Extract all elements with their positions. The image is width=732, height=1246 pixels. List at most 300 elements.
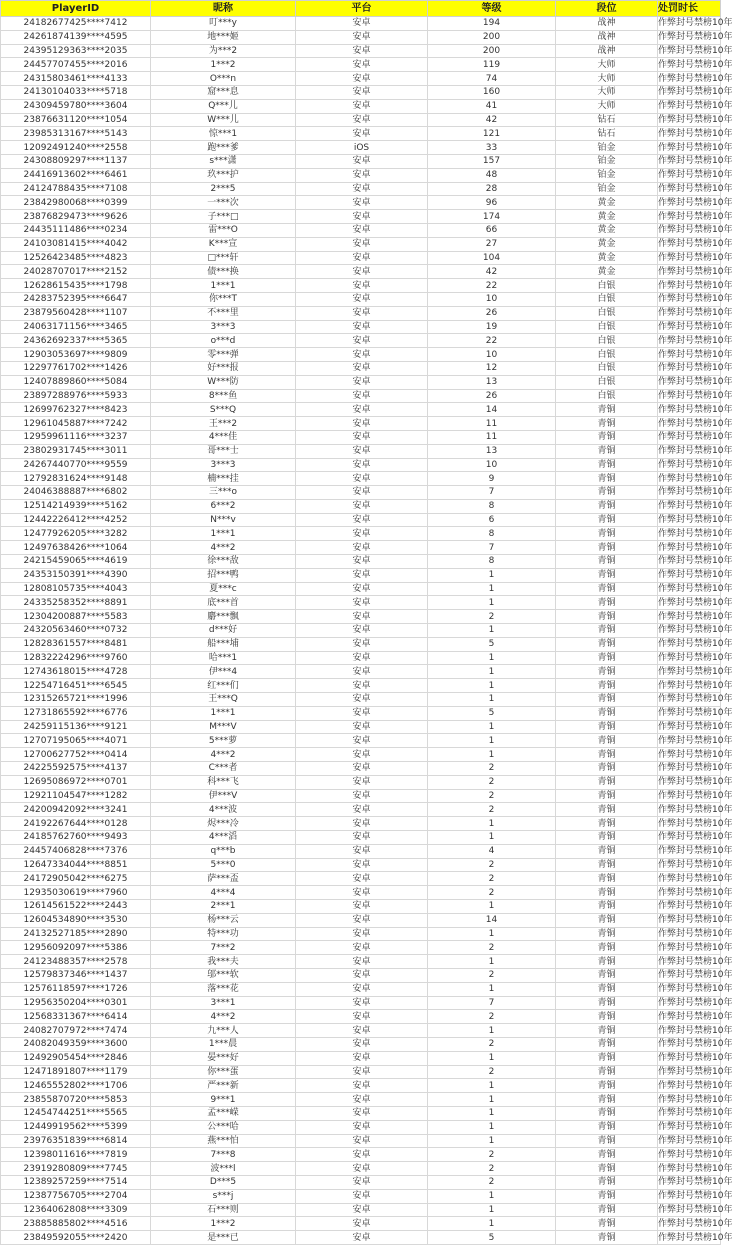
- nickname-cell: 我***夫: [151, 955, 296, 969]
- penalty-cell: 作弊封号禁榜10年: [658, 694, 732, 705]
- level-cell: 2: [428, 1010, 556, 1024]
- penalty-cell: 作弊封号禁榜10年: [658, 942, 732, 953]
- table-row: [1, 1175, 721, 1189]
- rank-cell: 青铜: [556, 1051, 658, 1065]
- penalty-cell: 作弊封号禁榜10年: [658, 570, 732, 581]
- level-cell: 9: [428, 472, 556, 486]
- level-cell: 2: [428, 1065, 556, 1079]
- rank-cell: 青铜: [556, 679, 658, 693]
- platform-cell: 安卓: [296, 306, 428, 320]
- penalty-cell: 作弊封号禁榜10年: [658, 294, 732, 305]
- table-row: [1, 265, 721, 279]
- level-cell: 119: [428, 58, 556, 72]
- player-id-cell: 12497638426****1064: [1, 541, 151, 555]
- player-id-cell: 23985313167****5143: [1, 127, 151, 141]
- level-cell: 1: [428, 651, 556, 665]
- level-cell: 1: [428, 927, 556, 941]
- rank-cell: 青铜: [556, 789, 658, 803]
- penalty-cell: 作弊封号禁榜10年: [658, 114, 732, 125]
- table-row: [1, 941, 721, 955]
- level-cell: 10: [428, 292, 556, 306]
- platform-cell: 安卓: [296, 665, 428, 679]
- penalty-cell: 作弊封号禁榜10年: [658, 101, 732, 112]
- header-row: [1, 1, 721, 17]
- table-row: [1, 1162, 721, 1176]
- rank-cell: 青铜: [556, 555, 658, 569]
- rank-cell: 青铜: [556, 1217, 658, 1231]
- table-row: [1, 17, 721, 31]
- nickname-cell: 是***已: [151, 1231, 296, 1245]
- platform-cell: 安卓: [296, 127, 428, 141]
- platform-cell: 安卓: [296, 568, 428, 582]
- rank-cell: 青铜: [556, 472, 658, 486]
- level-cell: 8: [428, 499, 556, 513]
- platform-cell: 安卓: [296, 637, 428, 651]
- player-id-cell: 24320563460****0732: [1, 624, 151, 638]
- nickname-cell: 1***1: [151, 527, 296, 541]
- rank-cell: 青铜: [556, 1065, 658, 1079]
- nickname-cell: 你***T: [151, 292, 296, 306]
- level-cell: 2: [428, 1148, 556, 1162]
- level-cell: 2: [428, 1037, 556, 1051]
- table-row: [1, 334, 721, 348]
- table-row: [1, 403, 721, 417]
- level-cell: 1: [428, 693, 556, 707]
- penalty-cell: 作弊封号禁榜10年: [658, 887, 732, 898]
- player-id-cell: 24283752395****6647: [1, 292, 151, 306]
- header-platform: 平台: [296, 1, 428, 17]
- table-row: [1, 348, 721, 362]
- table-row: [1, 982, 721, 996]
- platform-cell: 安卓: [296, 403, 428, 417]
- nickname-cell: 王***Q: [151, 693, 296, 707]
- rank-cell: 青铜: [556, 748, 658, 762]
- platform-cell: 安卓: [296, 361, 428, 375]
- player-id-cell: 12959961116****3237: [1, 430, 151, 444]
- penalty-cell: 作弊封号禁榜10年: [658, 928, 732, 939]
- penalty-cell: 作弊封号禁榜10年: [658, 1122, 732, 1133]
- table-row: [1, 582, 721, 596]
- nickname-cell: d***好: [151, 624, 296, 638]
- rank-cell: 青铜: [556, 513, 658, 527]
- penalty-cell: 作弊封号禁榜10年: [658, 1039, 732, 1050]
- rank-cell: 铂金: [556, 182, 658, 196]
- table-row: [1, 1065, 721, 1079]
- platform-cell: 安卓: [296, 375, 428, 389]
- level-cell: 5: [428, 1231, 556, 1245]
- nickname-cell: 3***3: [151, 458, 296, 472]
- player-id-cell: 24123488357****2578: [1, 955, 151, 969]
- table-row: [1, 610, 721, 624]
- level-cell: 1: [428, 720, 556, 734]
- level-cell: 74: [428, 72, 556, 86]
- platform-cell: 安卓: [296, 348, 428, 362]
- player-id-cell: 12707195065****4071: [1, 734, 151, 748]
- rank-cell: 青铜: [556, 637, 658, 651]
- nickname-cell: 夏***c: [151, 582, 296, 596]
- player-id-cell: 12808105735****4043: [1, 582, 151, 596]
- rank-cell: 黄金: [556, 265, 658, 279]
- rank-cell: 青铜: [556, 665, 658, 679]
- nickname-cell: 4***滔: [151, 831, 296, 845]
- player-id-cell: 12514214939****5162: [1, 499, 151, 513]
- rank-cell: 青铜: [556, 1010, 658, 1024]
- nickname-cell: 好***报: [151, 361, 296, 375]
- rank-cell: 青铜: [556, 762, 658, 776]
- rank-cell: 青铜: [556, 927, 658, 941]
- penalty-cell: 作弊封号禁榜10年: [658, 873, 732, 884]
- rank-cell: 白银: [556, 292, 658, 306]
- platform-cell: 安卓: [296, 1010, 428, 1024]
- level-cell: 11: [428, 417, 556, 431]
- penalty-cell: 作弊封号禁榜10年: [658, 87, 732, 98]
- platform-cell: 安卓: [296, 430, 428, 444]
- rank-cell: 白银: [556, 279, 658, 293]
- rank-cell: 白银: [556, 361, 658, 375]
- rank-cell: 青铜: [556, 1162, 658, 1176]
- platform-cell: 安卓: [296, 541, 428, 555]
- player-id-cell: 24132527185****2890: [1, 927, 151, 941]
- platform-cell: 安卓: [296, 113, 428, 127]
- platform-cell: 安卓: [296, 334, 428, 348]
- penalty-cell: 作弊封号禁榜10年: [658, 597, 732, 608]
- nickname-cell: 零***弹: [151, 348, 296, 362]
- platform-cell: 安卓: [296, 775, 428, 789]
- player-id-cell: 12304200887****5583: [1, 610, 151, 624]
- rank-cell: 青铜: [556, 1037, 658, 1051]
- nickname-cell: M***V: [151, 720, 296, 734]
- platform-cell: 安卓: [296, 1106, 428, 1120]
- rank-cell: 大师: [556, 99, 658, 113]
- level-cell: 8: [428, 555, 556, 569]
- rank-cell: 青铜: [556, 831, 658, 845]
- table-row: [1, 665, 721, 679]
- nickname-cell: 1***晨: [151, 1037, 296, 1051]
- penalty-cell: 作弊封号禁榜10年: [658, 528, 732, 539]
- level-cell: 8: [428, 527, 556, 541]
- penalty-cell: 作弊封号禁榜10年: [658, 308, 732, 319]
- table-row: [1, 196, 721, 210]
- table-row: [1, 1120, 721, 1134]
- table-row: [1, 1148, 721, 1162]
- level-cell: 2: [428, 762, 556, 776]
- penalty-cell: 作弊封号禁榜10年: [658, 252, 732, 263]
- rank-cell: 青铜: [556, 1203, 658, 1217]
- level-cell: 42: [428, 265, 556, 279]
- level-cell: 1: [428, 955, 556, 969]
- table-row: [1, 734, 721, 748]
- rank-cell: 青铜: [556, 1093, 658, 1107]
- table-row: [1, 306, 721, 320]
- player-id-cell: 23802931745****3011: [1, 444, 151, 458]
- rank-cell: 青铜: [556, 1106, 658, 1120]
- player-id-cell: 12297761702****1426: [1, 361, 151, 375]
- penalty-cell: 作弊封号禁榜10年: [658, 1204, 732, 1215]
- platform-cell: 安卓: [296, 900, 428, 914]
- platform-cell: 安卓: [296, 251, 428, 265]
- platform-cell: 安卓: [296, 734, 428, 748]
- table-row: [1, 886, 721, 900]
- nickname-cell: 伊***V: [151, 789, 296, 803]
- player-id-cell: 24309459780****3604: [1, 99, 151, 113]
- nickname-cell: 地***姬: [151, 30, 296, 44]
- penalty-cell: 作弊封号禁榜10年: [658, 225, 732, 236]
- level-cell: 2: [428, 803, 556, 817]
- player-id-cell: 24261874139****4595: [1, 30, 151, 44]
- penalty-cell: 作弊封号禁榜10年: [658, 1080, 732, 1091]
- player-id-cell: 12364062808****3309: [1, 1203, 151, 1217]
- level-cell: 96: [428, 196, 556, 210]
- level-cell: 121: [428, 127, 556, 141]
- player-id-cell: 12398011616****7819: [1, 1148, 151, 1162]
- penalty-cell: 作弊封号禁榜10年: [658, 1066, 732, 1077]
- level-cell: 26: [428, 389, 556, 403]
- level-cell: 66: [428, 223, 556, 237]
- player-id-cell: 24335258352****8891: [1, 596, 151, 610]
- penalty-cell: 作弊封号禁榜10年: [658, 459, 732, 470]
- nickname-cell: 8***鱼: [151, 389, 296, 403]
- nickname-cell: 三***o: [151, 486, 296, 500]
- level-cell: 1: [428, 734, 556, 748]
- table-row: [1, 141, 721, 155]
- platform-cell: 安卓: [296, 85, 428, 99]
- player-id-cell: 24267440770****9559: [1, 458, 151, 472]
- platform-cell: 安卓: [296, 927, 428, 941]
- platform-cell: 安卓: [296, 748, 428, 762]
- rank-cell: 青铜: [556, 596, 658, 610]
- platform-cell: 安卓: [296, 913, 428, 927]
- platform-cell: 安卓: [296, 720, 428, 734]
- penalty-cell: 作弊封号禁榜10年: [658, 1135, 732, 1146]
- penalty-cell: 作弊封号禁榜10年: [658, 542, 732, 553]
- platform-cell: 安卓: [296, 610, 428, 624]
- table-row: [1, 113, 721, 127]
- penalty-cell: 作弊封号禁榜10年: [658, 1011, 732, 1022]
- table-row: [1, 320, 721, 334]
- nickname-cell: 石***则: [151, 1203, 296, 1217]
- table-row: [1, 292, 721, 306]
- platform-cell: 安卓: [296, 1079, 428, 1093]
- level-cell: 22: [428, 334, 556, 348]
- rank-cell: 青铜: [556, 968, 658, 982]
- level-cell: 1: [428, 817, 556, 831]
- nickname-cell: 3***3: [151, 320, 296, 334]
- level-cell: 104: [428, 251, 556, 265]
- level-cell: 10: [428, 348, 556, 362]
- rank-cell: 青铜: [556, 582, 658, 596]
- penalty-cell: 作弊封号禁榜10年: [658, 1149, 732, 1160]
- player-id-cell: 23885885802****4516: [1, 1217, 151, 1231]
- penalty-cell: 作弊封号禁榜10年: [658, 418, 732, 429]
- platform-cell: 安卓: [296, 844, 428, 858]
- table-row: [1, 803, 721, 817]
- rank-cell: 青铜: [556, 1079, 658, 1093]
- rank-cell: 青铜: [556, 693, 658, 707]
- penalty-cell: 作弊封号禁榜10年: [658, 1163, 732, 1174]
- nickname-cell: 为***2: [151, 44, 296, 58]
- nickname-cell: 燕***怕: [151, 1134, 296, 1148]
- platform-cell: 安卓: [296, 1231, 428, 1245]
- player-id-cell: 12628615435****1798: [1, 279, 151, 293]
- player-id-cell: 24124788435****7108: [1, 182, 151, 196]
- rank-cell: 大师: [556, 58, 658, 72]
- level-cell: 174: [428, 210, 556, 224]
- platform-cell: 安卓: [296, 168, 428, 182]
- level-cell: 5: [428, 637, 556, 651]
- penalty-cell: 作弊封号禁榜10年: [658, 1218, 732, 1229]
- penalty-cell: 作弊封号禁榜10年: [658, 1025, 732, 1036]
- rank-cell: 青铜: [556, 955, 658, 969]
- penalty-cell: 作弊封号禁榜10年: [658, 846, 732, 857]
- table-row: [1, 568, 721, 582]
- rank-cell: 大师: [556, 85, 658, 99]
- nickname-cell: 楠***挂: [151, 472, 296, 486]
- level-cell: 1: [428, 665, 556, 679]
- player-id-cell: 24185762760****9493: [1, 831, 151, 845]
- platform-cell: 安卓: [296, 72, 428, 86]
- rank-cell: 青铜: [556, 568, 658, 582]
- level-cell: 1: [428, 596, 556, 610]
- table-row: [1, 527, 721, 541]
- table-row: [1, 458, 721, 472]
- rank-cell: 青铜: [556, 1175, 658, 1189]
- player-id-cell: 12092491240****2558: [1, 141, 151, 155]
- player-id-cell: 12903053697****9809: [1, 348, 151, 362]
- level-cell: 1: [428, 1120, 556, 1134]
- table-row: [1, 72, 721, 86]
- rank-cell: 青铜: [556, 527, 658, 541]
- penalty-cell: 作弊封号禁榜10年: [658, 211, 732, 222]
- penalty-cell: 作弊封号禁榜10年: [658, 59, 732, 70]
- table-row: [1, 927, 721, 941]
- platform-cell: 安卓: [296, 1217, 428, 1231]
- player-id-cell: 12921104547****1282: [1, 789, 151, 803]
- platform-cell: 安卓: [296, 210, 428, 224]
- penalty-cell: 作弊封号禁榜10年: [658, 18, 732, 29]
- nickname-cell: W***防: [151, 375, 296, 389]
- level-cell: 2: [428, 775, 556, 789]
- level-cell: 1: [428, 1134, 556, 1148]
- platform-cell: 安卓: [296, 1093, 428, 1107]
- platform-cell: 安卓: [296, 706, 428, 720]
- platform-cell: 安卓: [296, 44, 428, 58]
- player-id-cell: 12792831624****9148: [1, 472, 151, 486]
- rank-cell: 青铜: [556, 541, 658, 555]
- nickname-cell: 特***功: [151, 927, 296, 941]
- penalty-cell: 作弊封号禁榜10年: [658, 901, 732, 912]
- player-id-cell: 12454744251****5565: [1, 1106, 151, 1120]
- player-id-cell: 12471891807****1179: [1, 1065, 151, 1079]
- rank-cell: 白银: [556, 348, 658, 362]
- nickname-cell: 7***8: [151, 1148, 296, 1162]
- platform-cell: 安卓: [296, 472, 428, 486]
- penalty-cell: 作弊封号禁榜10年: [658, 128, 732, 139]
- rank-cell: 青铜: [556, 1120, 658, 1134]
- platform-cell: 安卓: [296, 458, 428, 472]
- rank-cell: 青铜: [556, 444, 658, 458]
- nickname-cell: 萨***盃: [151, 872, 296, 886]
- rank-cell: 黄金: [556, 210, 658, 224]
- penalty-cell: 作弊封号禁榜10年: [658, 763, 732, 774]
- level-cell: 1: [428, 679, 556, 693]
- player-id-cell: 24103081415****4042: [1, 237, 151, 251]
- rank-cell: 青铜: [556, 1148, 658, 1162]
- nickname-cell: C***者: [151, 762, 296, 776]
- level-cell: 1: [428, 748, 556, 762]
- platform-cell: 安卓: [296, 17, 428, 31]
- player-id-cell: 12695086972****0701: [1, 775, 151, 789]
- player-id-cell: 12254716451****6545: [1, 679, 151, 693]
- rank-cell: 青铜: [556, 706, 658, 720]
- level-cell: 10: [428, 458, 556, 472]
- platform-cell: 安卓: [296, 582, 428, 596]
- table-row: [1, 85, 721, 99]
- rank-cell: 白银: [556, 334, 658, 348]
- rank-cell: 青铜: [556, 720, 658, 734]
- player-id-cell: 23876631120****1054: [1, 113, 151, 127]
- player-id-cell: 12731865592****6776: [1, 706, 151, 720]
- table-row: [1, 968, 721, 982]
- level-cell: 6: [428, 513, 556, 527]
- rank-cell: 青铜: [556, 817, 658, 831]
- table-row: [1, 1134, 721, 1148]
- table-row: [1, 1079, 721, 1093]
- level-cell: 1: [428, 1217, 556, 1231]
- table-row: [1, 486, 721, 500]
- level-cell: 26: [428, 306, 556, 320]
- level-cell: 1: [428, 1106, 556, 1120]
- penalty-cell: 作弊封号禁榜10年: [658, 1177, 732, 1188]
- table-row: [1, 499, 721, 513]
- nickname-cell: K***宣: [151, 237, 296, 251]
- platform-cell: iOS: [296, 141, 428, 155]
- platform-cell: 安卓: [296, 596, 428, 610]
- rank-cell: 青铜: [556, 996, 658, 1010]
- nickname-cell: 雷***O: [151, 223, 296, 237]
- penalty-cell: 作弊封号禁榜10年: [658, 390, 732, 401]
- level-cell: 19: [428, 320, 556, 334]
- player-id-cell: 23849592055****2420: [1, 1231, 151, 1245]
- player-id-cell: 12743618015****4728: [1, 665, 151, 679]
- nickname-cell: D***5: [151, 1175, 296, 1189]
- level-cell: 194: [428, 17, 556, 31]
- nickname-cell: 波***l: [151, 1162, 296, 1176]
- rank-cell: 青铜: [556, 1231, 658, 1245]
- table-row: [1, 637, 721, 651]
- player-id-cell: 12315265721****1996: [1, 693, 151, 707]
- nickname-cell: 烬***冷: [151, 817, 296, 831]
- penalty-cell: 作弊封号禁榜10年: [658, 1108, 732, 1119]
- table-row: [1, 955, 721, 969]
- player-id-cell: 24457707455****2016: [1, 58, 151, 72]
- platform-cell: 安卓: [296, 417, 428, 431]
- platform-cell: 安卓: [296, 886, 428, 900]
- penalty-cell: 作弊封号禁榜10年: [658, 280, 732, 291]
- penalty-cell: 作弊封号禁榜10年: [658, 915, 732, 926]
- rank-cell: 青铜: [556, 486, 658, 500]
- table-row: [1, 679, 721, 693]
- player-id-cell: 12387756705****2704: [1, 1189, 151, 1203]
- penalty-cell: 作弊封号禁榜10年: [658, 1232, 732, 1243]
- rank-cell: 青铜: [556, 1134, 658, 1148]
- penalty-cell: 作弊封号禁榜10年: [658, 487, 732, 498]
- rank-cell: 青铜: [556, 941, 658, 955]
- player-id-cell: 24082049359****3600: [1, 1037, 151, 1051]
- nickname-cell: W***儿: [151, 113, 296, 127]
- rank-cell: 钻石: [556, 127, 658, 141]
- platform-cell: 安卓: [296, 693, 428, 707]
- platform-cell: 安卓: [296, 1148, 428, 1162]
